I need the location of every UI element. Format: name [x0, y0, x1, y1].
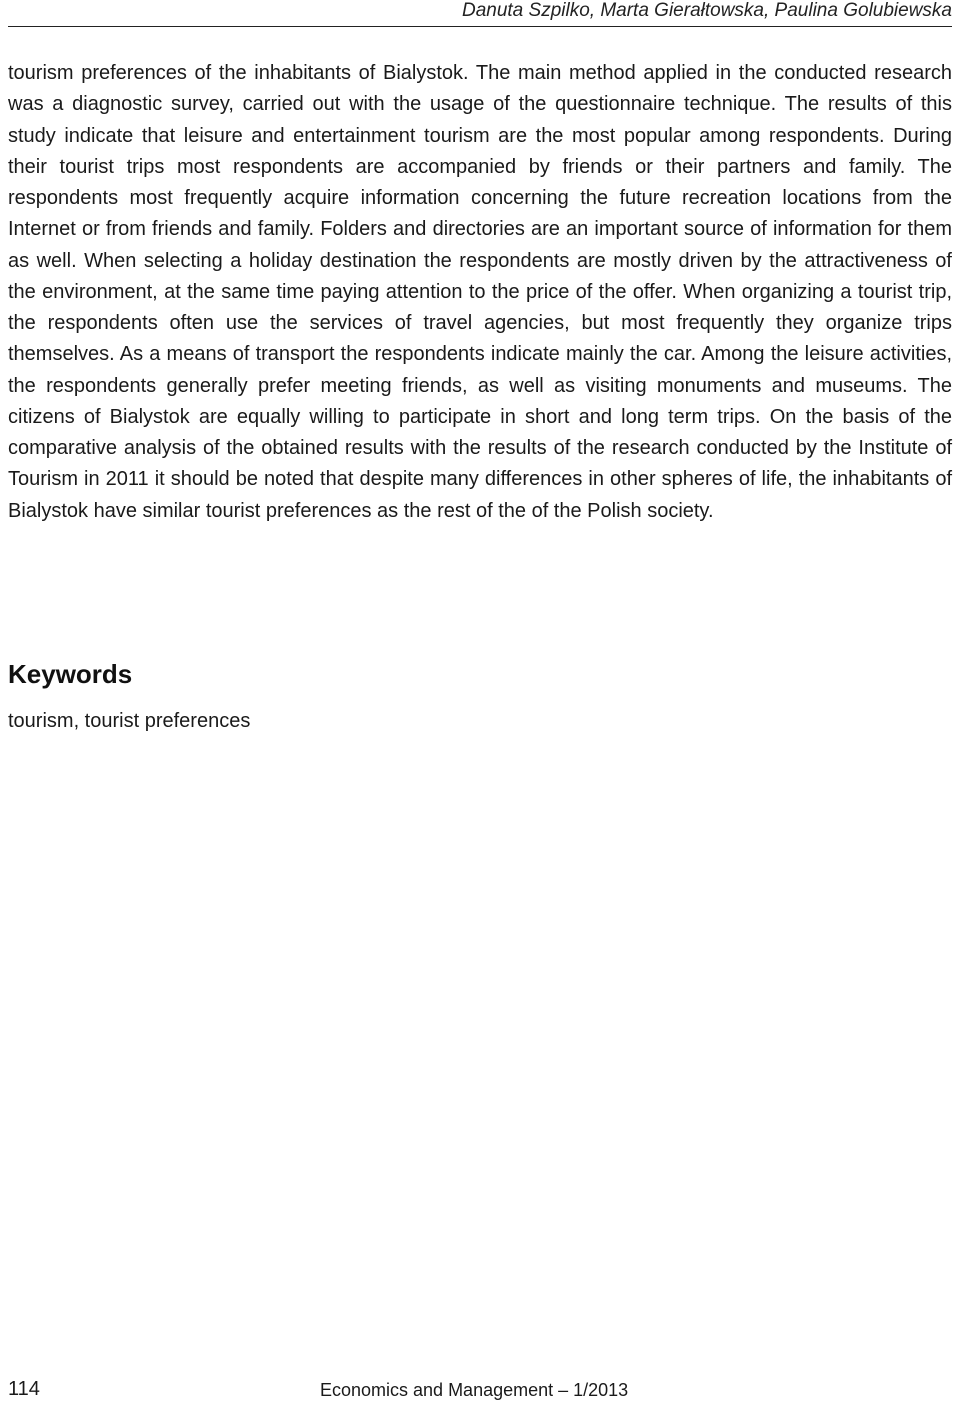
running-header: [8, 0, 952, 27]
keywords-list: tourism, tourist preferences: [8, 710, 251, 732]
keywords-heading: Keywords: [8, 659, 133, 689]
page-footer: [8, 1376, 952, 1402]
journal-citation: Economics and Management – 1/2013: [320, 1380, 629, 1400]
abstract-paragraph: tourism preferences of the inhabitants of Bialystok. The main method applied in the conducted research was a diagnostic survey, carried out with the usage of the questionnaire technique. The results of this study indicate that leisure and entertainment tourism are the most popular among respondents. During their tourist trips most respondents are accompanied by friends or their partners and family. The respondents most frequently acquire information concerning the future recreation locations from the Internet or from friends and family. Folders and directories are an important source of information for them as well. When selecting a holiday destination the respondents are mostly driven by the attractiveness of the environment, at the same time paying attention to the price of the offer. When organizing a tourist trip, the respondents often use the services of travel agencies, but most frequently they organize trips themselves. As a means of transport the respondents indicate mainly the car. Among the leisure activities, the respondents generally prefer meeting friends, as well as visiting monuments and museums. The citizens of Bialystok are equally willing to participate in short and long term trips. On the basis of the comparative analysis of the obtained results with the results of the research conducted by the Institute of Tourism in 2011 it should be noted that despite many differences in other spheres of life, the inhabitants of Bialystok have similar tourist preferences as the rest of the of the Polish society.: [8, 62, 952, 522]
header-authors: Danuta Szpilko, Marta Gierałtowska, Paulina Golubiewska: [461, 0, 952, 21]
page-number: 114: [8, 1378, 40, 1400]
